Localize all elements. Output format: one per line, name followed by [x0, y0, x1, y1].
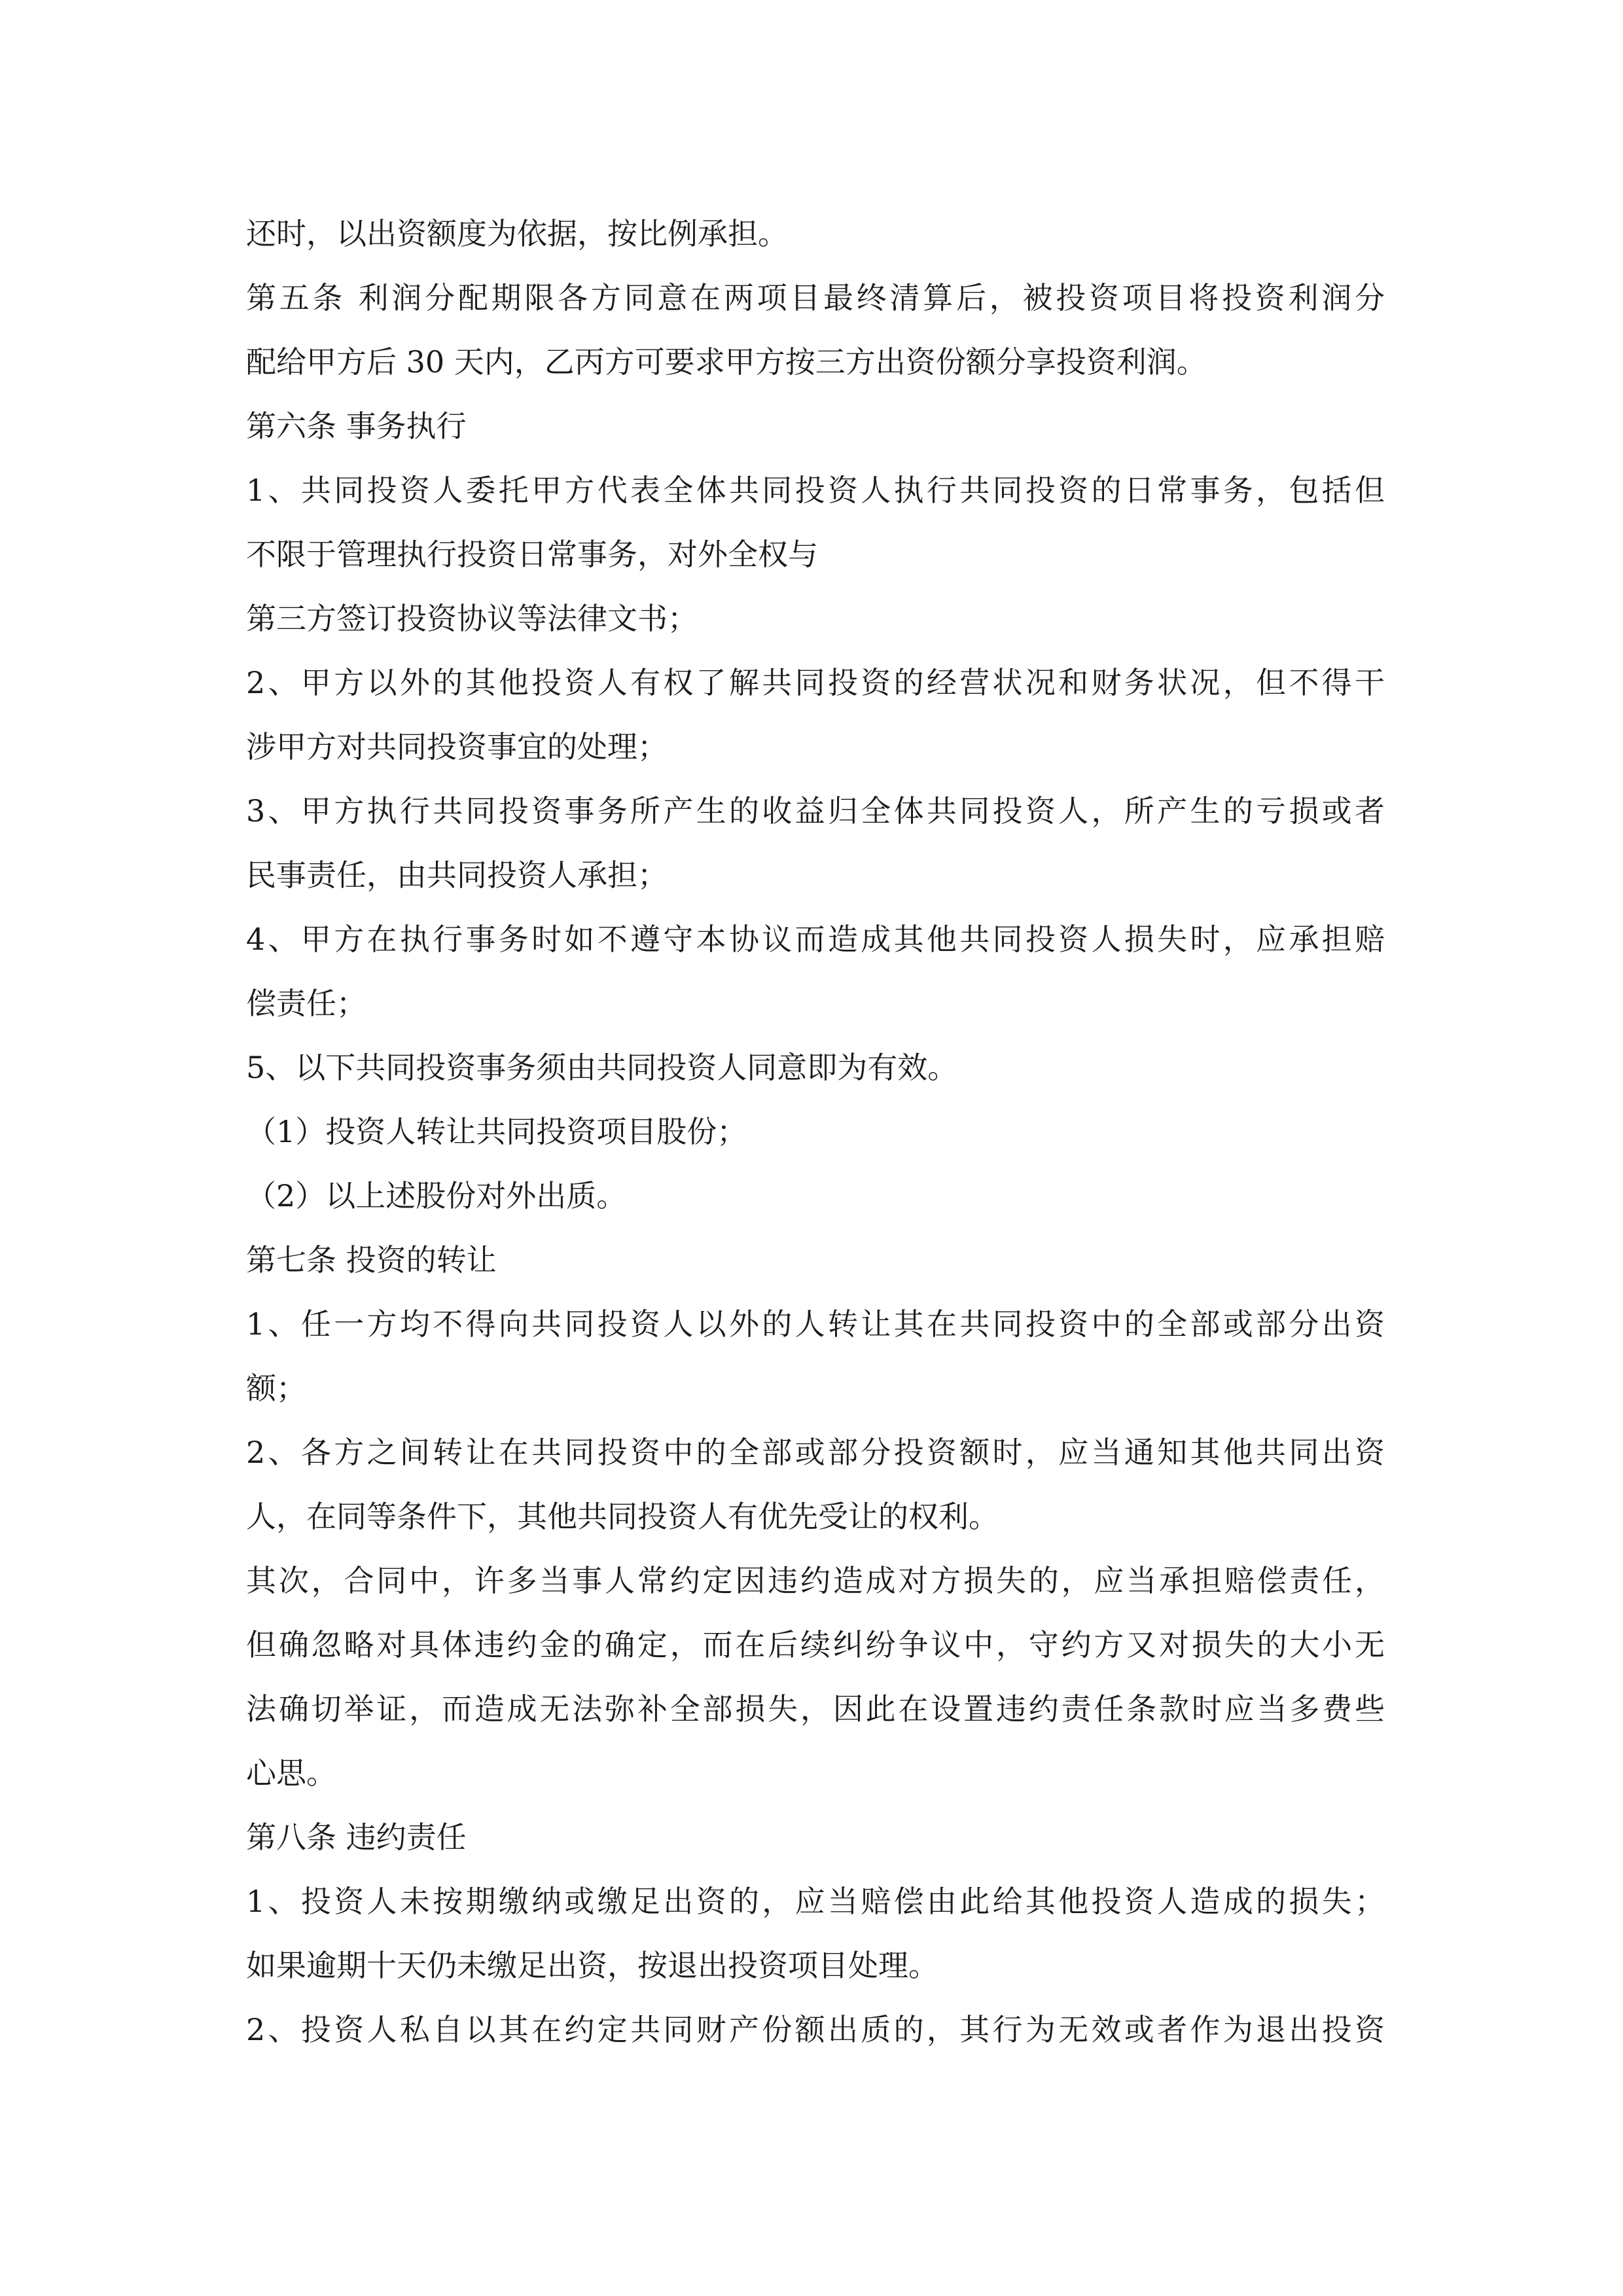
text-line: 1、投资人未按期缴纳或缴足出资的，应当赔偿由此给其他投资人造成的损失；	[246, 1884, 1385, 1919]
text-line: 其次，合同中，许多当事人常约定因违约造成对方损失的，应当承担赔偿责任，	[246, 1563, 1385, 1598]
text-line: 不限于管理执行投资日常事务，对外全权与	[246, 537, 818, 572]
text-line: 3、甲方执行共同投资事务所产生的收益归全体共同投资人，所产生的亏损或者	[246, 793, 1385, 829]
text-line: 5、以下共同投资事务须由共同投资人同意即为有效。	[246, 1050, 958, 1085]
text-line: 2、甲方以外的其他投资人有权了解共同投资的经营状况和财务状况，但不得干	[246, 665, 1385, 700]
text-line: （1）投资人转让共同投资项目股份；	[246, 1114, 747, 1149]
text-line: 还时，以出资额度为依据，按比例承担。	[246, 216, 788, 251]
text-line: 人，在同等条件下，其他共同投资人有优先受让的权利。	[246, 1499, 999, 1534]
text-line: 第七条 投资的转让	[246, 1242, 497, 1278]
text-line: 如果逾期十天仍未缴足出资，按退出投资项目处理。	[246, 1948, 938, 1983]
text-line: 额；	[246, 1371, 306, 1406]
document-body	[246, 202, 1385, 2062]
text-line: 民事责任，由共同投资人承担；	[246, 857, 668, 893]
text-line: 第五条 利润分配期限各方同意在两项目最终清算后，被投资项目将投资利润分	[246, 280, 1385, 315]
text-line: 心思。	[246, 1755, 336, 1791]
text-line: 偿责任；	[246, 986, 366, 1021]
text-line: 第六条 事务执行	[246, 408, 467, 444]
text-line: （2）以上述股份对外出质。	[246, 1178, 627, 1213]
text-line: 法确切举证，而造成无法弥补全部损失，因此在设置违约责任条款时应当多费些	[246, 1691, 1385, 1727]
text-line: 第八条 违约责任	[246, 1820, 467, 1855]
text-line: 配给甲方后 30 天内，乙丙方可要求甲方按三方出资份额分享投资利润。	[246, 344, 1207, 380]
text-line: 2、投资人私自以其在约定共同财产份额出质的，其行为无效或者作为退出投资	[246, 2012, 1385, 2047]
text-line: 第三方签订投资协议等法律文书；	[246, 601, 698, 636]
text-line: 2、各方之间转让在共同投资中的全部或部分投资额时，应当通知其他共同出资	[246, 1435, 1385, 1470]
text-line: 1、共同投资人委托甲方代表全体共同投资人执行共同投资的日常事务，包括但	[246, 473, 1385, 508]
text-line: 涉甲方对共同投资事宜的处理；	[246, 729, 668, 764]
text-line: 4、甲方在执行事务时如不遵守本协议而造成其他共同投资人损失时，应承担赔	[246, 922, 1385, 957]
text-line: 1、任一方均不得向共同投资人以外的人转让其在共同投资中的全部或部分出资	[246, 1306, 1385, 1342]
text-line: 但确忽略对具体违约金的确定，而在后续纠纷争议中，守约方又对损失的大小无	[246, 1627, 1385, 1662]
